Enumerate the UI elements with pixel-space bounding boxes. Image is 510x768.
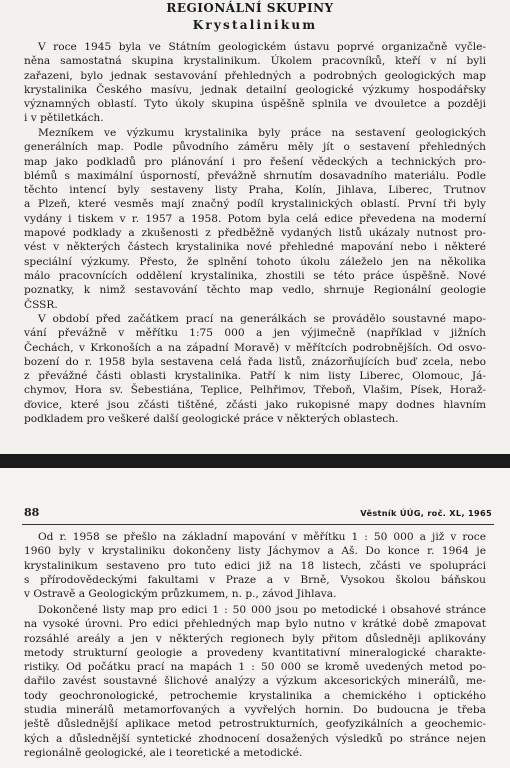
text-line: mapové podklady a zkušenosti z předběžně vydaných listů ukázaly nutnost pro- <box>24 227 486 240</box>
text-line: studia minerálů metamorfovaných a vyvřelých hornin. Do budoucna je třeba <box>24 704 486 717</box>
paragraph <box>24 312 486 426</box>
text-line: dařilo zavést soustavné šlichové analýzy a výzkum akcesorických minerálů, me- <box>24 675 486 688</box>
text-line: map jako podkladů pro plánování i pro řešení vědeckých a technických pro- <box>24 155 486 168</box>
paragraph <box>24 603 486 760</box>
text-line: ČSSR. <box>24 298 58 311</box>
text-line: tody geochronologické, petrochemie krystalinika a chemického i optického <box>24 689 486 702</box>
text-line: těchto intencí byly sestaveny listy Praha, Kolín, Jihlava, Liberec, Trutnov <box>24 184 486 197</box>
text-line: na vysoké úrovni. Pro edici přehledných map bylo nutno v krátké době zmapovat <box>24 618 486 631</box>
text-line: Od r. 1958 se přešlo na základní mapování v měřítku 1 : 50 000 a již v roce <box>38 531 486 543</box>
text-line: vést v některých částech krystalinika nové přehledné mapování nebo i některé <box>24 241 486 254</box>
subsection-title: Krystalinikum <box>192 18 318 32</box>
text-line: krystalinika Českého masívu, jednak detailní geologické výzkumy hospodářsky <box>24 83 486 96</box>
text-line: ristiky. Od počátku prací na mapách 1 : 50 000 se kromě uvedených metod po- <box>24 661 486 674</box>
text-line: V roce 1945 byla ve Státním geologickém ústavu poprvé organizačně vyčle- <box>38 41 486 53</box>
lower-page <box>0 468 510 768</box>
text-line: regionálně geologické, ale i teoretické a metodické. <box>24 746 303 759</box>
text-line: krystalinikum sestaveno pro tuto edici již na 18 listech, zčásti ve spolupráci <box>24 559 486 572</box>
header-rule <box>22 524 494 525</box>
text-line: Dokončené listy map pro edici 1 : 50 000 jsou po metodické i obsahové stránce <box>38 604 486 616</box>
text-line: i v pětiletkách. <box>24 112 104 125</box>
text-line: z převážné části oblasti krystalinika. Patří k nim listy Liberec, Olomouc, Já- <box>24 370 486 383</box>
text-line: metody strukturní geologie a provedeny kvantitativní mineralogické charakte- <box>24 646 486 659</box>
text-line: ďovice, které jsou zčásti tištěné, zčásti jako rukopisné mapy dodnes hlavním <box>24 398 486 411</box>
text-line: poznatky, k nimž sestavování těchto map vedlo, shrnuje Regionální geologie <box>24 284 486 297</box>
text-line: s přírodovědeckými fakultami v Praze a v Brně, Vysokou školou báňskou <box>24 573 486 586</box>
text-line: v Ostravě a Geologickým průzkumem, n. p., závod Jihlava. <box>24 588 337 601</box>
text-line: něna samostatná skupina krystalinikum. Úkolem pracovníků, kteří v ní byli <box>24 55 486 68</box>
text-line: ještě důslednější aplikace metod petrostrukturních, geofyzikálních a geochemic- <box>24 718 486 731</box>
text-line: vydány i tiskem v r. 1957 a 1958. Potom byla celá edice převedena na moderní <box>24 212 486 225</box>
text-line: V období před začátkem prací na generálkách se provádělo soustavné mapo- <box>38 313 486 325</box>
page-divider <box>0 454 510 468</box>
text-line: kých a důslednější syntetické zhodnocení dosažených výsledků po stránce nejen <box>24 732 486 745</box>
paragraph <box>24 530 486 601</box>
text-line: Mezníkem ve výzkumu krystalinika byly práce na sestavení geologických <box>38 127 486 139</box>
text-line: významných oblastí. Tyto úkoly skupina úspěšně splnila ve dvouletce a později <box>24 98 486 111</box>
text-line: bození do r. 1958 byla sestavena celá řada listů, znázorňujících buď zcela, nebo <box>24 355 486 368</box>
text-line: chymov, Hora sv. Šebestiána, Teplice, Pelhřimov, Třeboň, Vlašim, Písek, Horaž- <box>24 384 486 397</box>
text-line: málo pracovnících oddělení krystalinika, zhostili se této práce úspěšně. Nové <box>24 269 486 282</box>
page-number: 88 <box>24 506 40 519</box>
text-line: rozsáhlé areály a jen v některých regionech byly přitom důsledněji aplikovány <box>24 632 486 645</box>
section-title: REGIONÁLNÍ SKUPINY <box>166 1 334 15</box>
paragraph <box>24 40 486 126</box>
text-line: 1960 byly v krystaliniku dokončeny listy Jáchymov a Aš. Do konce r. 1964 je <box>24 545 486 558</box>
text-line: blémů s maximální úsporností, převážně shrnutím dosavadního materiálu. Podle <box>24 169 486 182</box>
paragraph <box>24 126 486 312</box>
text-line: Čechách, v Krkonoších a na západní Moravě) v měřítcích podrobnějších. Od osvo- <box>24 341 486 354</box>
text-line: vání převážně v měřítku 1:75 000 a jen výjimečně (například v jižních <box>24 327 486 340</box>
running-head: Věstník ÚÚG, roč. XL, 1965 <box>360 508 492 518</box>
text-line: a Plzeň, které vesměs mají značný podíl krystalinických oblastí. První tři byly <box>24 198 486 211</box>
text-line: zařazeni, bylo jednak sestavování přehledných a podrobných geologických map <box>24 69 486 82</box>
text-line: generálních map. Podle původního záměru měly jít o sestavení přehledných <box>24 141 486 154</box>
text-line: podkladem pro veškeré další geologické práce v některých oblastech. <box>24 413 399 426</box>
text-line: speciální výzkumy. Přesto, že splnění tohoto úkolu záleželo jen na několika <box>24 255 486 268</box>
